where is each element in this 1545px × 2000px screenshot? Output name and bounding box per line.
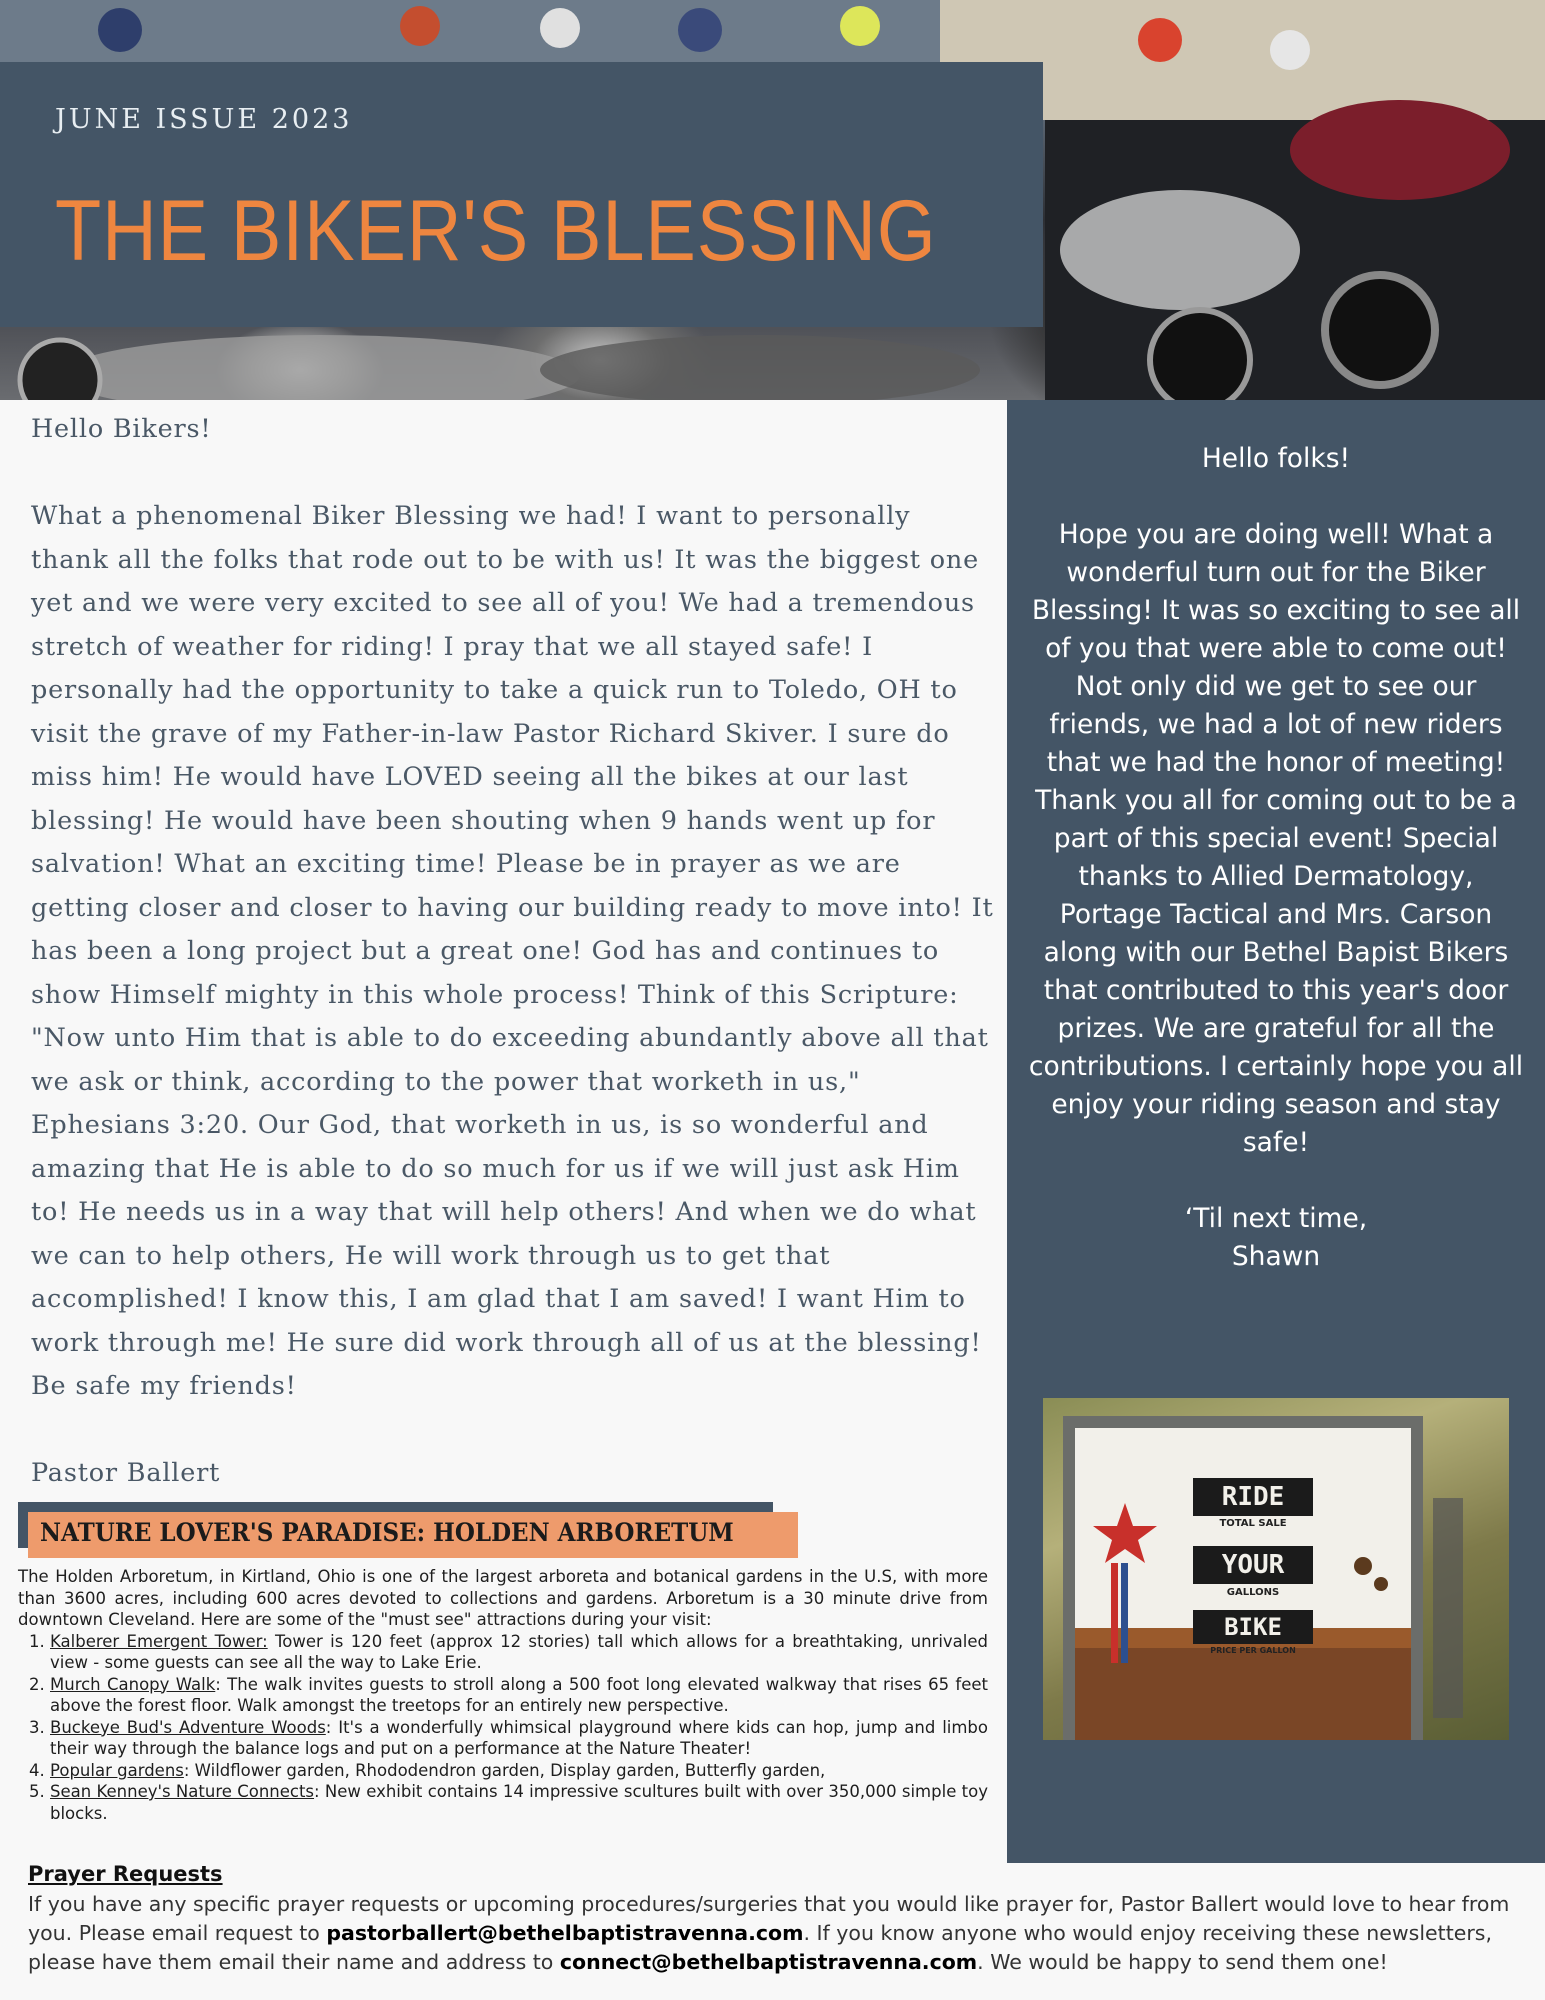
pump-label-price: PRICE PER GALLON: [1210, 1646, 1296, 1655]
sidebar-signature: Shawn: [1231, 1241, 1321, 1272]
newsletter-title: THE BIKER'S BLESSING: [55, 183, 937, 279]
sidebar-body: Hope you are doing well! What a wonderful turn out for the Biker Blessing! It was so exciting to see all of you that were able to come out! Not only did we get to see our friends, we had a lot of new riders that we had the honor of meeting! Thank you all for coming out to be a part of this special event! Special thanks to Allied Dermatology, Portage Tactical and Mrs. Carson along with our Bethel Bapist Bikers that contributed to this year's door prizes. We are grateful for all the contributions. I certainly hope you all enjoy your riding season and stay safe!: [1028, 519, 1524, 1158]
attraction-name: Buckeye Bud's Adventure Woods: [50, 1717, 326, 1737]
sidebar: [1007, 400, 1545, 1863]
nature-intro: The Holden Arboretum, in Kirtland, Ohio is one of the largest arboreta and botanical gardens in the U.S, with more than 3600 acres, including 600 acres devoted to collections and gardens. Arboretum is a 30 minute drive from downtown Cleveland. Here are some of the "must see" attractions during your visit:: [18, 1567, 988, 1629]
sidebar-closing: ‘Til next time,: [1184, 1203, 1368, 1234]
prayer-requests-text: If you have any specific prayer requests or upcoming procedures/surgeries that you would like prayer for, Pastor Ballert would love to hear from you. Please email request to pastorballert@bethelbaptistravenna.com. If you know anyone who would enjoy receiving these newsletters, please have them email their name and address to connect@bethelbaptistravenna.com. We would be happy to send them one!: [28, 1892, 1510, 1974]
gas-pump-photo: [1043, 1398, 1509, 1740]
pump-word-bike: BIKE: [1224, 1613, 1282, 1641]
letter-signature: Pastor Ballert: [31, 1458, 221, 1488]
attraction-name: Murch Canopy Walk: [50, 1674, 216, 1694]
connect-email[interactable]: connect@bethelbaptistravenna.com: [559, 1950, 978, 1974]
letter-greeting: Hello Bikers!: [31, 414, 212, 444]
pastor-letter: [31, 408, 996, 1496]
pump-label-gallons: GALLONS: [1226, 1587, 1280, 1598]
pastor-email[interactable]: pastorballert@bethelbaptistravenna.com: [326, 1921, 804, 1945]
pump-word-your: YOUR: [1221, 1550, 1285, 1580]
attractions-list: [18, 1631, 988, 1825]
nature-article: [18, 1566, 988, 1824]
sidebar-message: [1027, 440, 1525, 1276]
pump-label-total-sale: TOTAL SALE: [1219, 1518, 1287, 1529]
list-item: 3. Buckeye Bud's Adventure Woods: It's a wonderfully whimsical playground where kids can hop, jump and limbo their way through the balance logs and put on a performance at the Nature Theater!: [50, 1717, 988, 1760]
nature-heading-text: NATURE LOVER'S PARADISE: HOLDEN ARBORETUM: [40, 1518, 734, 1547]
list-item: 5. Sean Kenney's Nature Connects: New exhibit contains 14 impressive scultures built with over 350,000 simple toy blocks.: [50, 1781, 988, 1824]
attraction-name: Kalberer Emergent Tower:: [50, 1631, 268, 1651]
nature-heading: [18, 1502, 793, 1560]
issue-date: JUNE ISSUE 2023: [55, 104, 353, 135]
letter-body: What a phenomenal Biker Blessing we had! I want to personally thank all the folks that rode out to be with us! It was the biggest one yet and we were very excited to see all of you! We had a tremendous stretch of weather for riding! I pray that we all stayed safe! I personally had the opportunity to take a quick run to Toledo, OH to visit the grave of my Father-in-law Pastor Richard Skiver. I sure do miss him! He would have LOVED seeing all the bikes at our last blessing! He would have been shouting when 9 hands went up for salvation! What an exciting time! Please be in prayer as we are getting closer and closer to having our building ready to move into! It has been a long project but a great one! God has and continues to show Himself mighty in this whole process! Think of this Scripture: "Now unto Him that is able to do exceeding abundantly above all that we ask or think, according to the power that worketh in us," Ephesians 3:20. Our God, that worketh in us, is so wonderful and amazing that He is able to do so much for us if we will just ask Him to! He needs us in a way that will help others! And when we do what we can to help others, He will work through us to get that accomplished! I know this, I am glad that I am saved! I want Him to work through me! He sure did work through all of us at the blessing! Be safe my friends!: [31, 501, 994, 1401]
attraction-name: Sean Kenney's Nature Connects: [50, 1782, 315, 1801]
prayer-requests-title: Prayer Requests: [28, 1862, 223, 1886]
title-panel: [0, 62, 1043, 327]
attraction-name: Popular gardens: [50, 1760, 184, 1780]
pump-word-ride: RIDE: [1221, 1482, 1285, 1512]
sidebar-greeting: Hello folks!: [1201, 443, 1351, 474]
list-item: 4. Popular gardens: Wildflower garden, Rhododendron garden, Display garden, Butterfly garden,: [50, 1760, 988, 1782]
list-item: 1. Kalberer Emergent Tower: Tower is 120 feet (approx 12 stories) tall which allows for a breathtaking, unrivaled view - some guests can see all the way to Lake Erie.: [50, 1631, 988, 1674]
list-item: 2. Murch Canopy Walk: The walk invites guests to stroll along a 500 foot long elevated walkway that rises 65 feet above the forest floor. Walk amongst the treetops for an entirely new perspective.: [50, 1674, 988, 1717]
header-photo: [0, 0, 1545, 400]
